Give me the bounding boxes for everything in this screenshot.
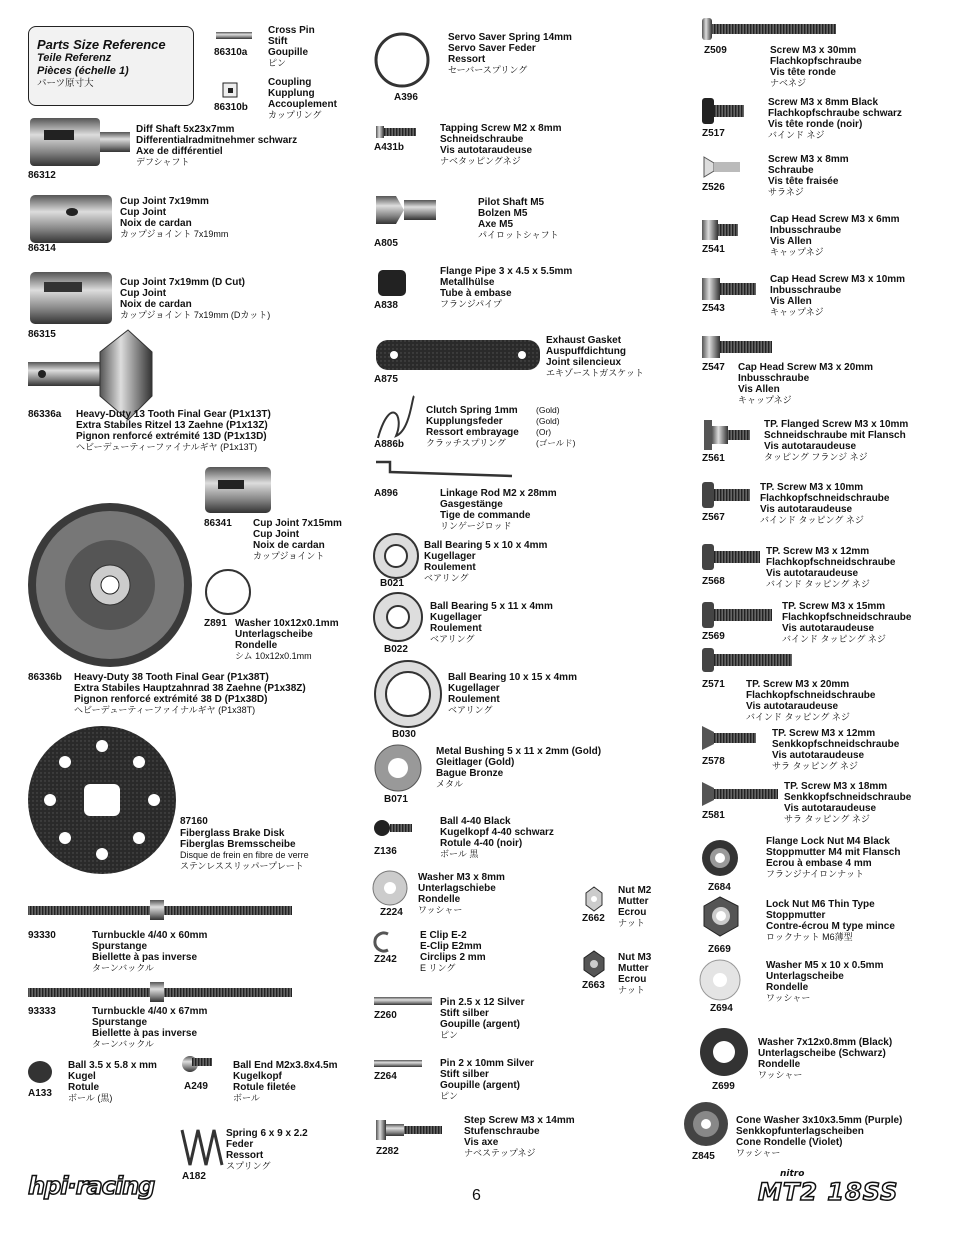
part-code: B071 bbox=[384, 794, 408, 805]
ball-z136-image bbox=[374, 820, 412, 836]
part-code: Z567 bbox=[702, 512, 725, 523]
part-description: Ball Bearing 5 x 11 x 4mm Kugellager Roulement ベアリング bbox=[430, 601, 553, 644]
reference-title: Parts Size Reference bbox=[37, 37, 166, 52]
part-description: Washer M3 x 8mm Unterlagschiebe Rondelle ワッシャー bbox=[418, 872, 505, 915]
washer-z694-image bbox=[700, 960, 740, 1000]
bearing-b021-image bbox=[374, 534, 418, 578]
part-description: Nut M2 Mutter Ecrou ナット bbox=[618, 885, 652, 928]
part-code: A838 bbox=[374, 300, 398, 311]
part-code: Z242 bbox=[374, 954, 397, 965]
part-description: Pilot Shaft M5 Bolzen M5 Axe M5 パイロットシャフト bbox=[478, 197, 559, 240]
part-description: TP. Screw M3 x 12mm Senkkopfschneidschraube Vis autotaraudeuse サラ タッピング ネジ bbox=[772, 728, 900, 771]
part-code: B021 bbox=[380, 578, 404, 589]
part-description: Cup Joint 7x15mm Cup Joint Noix de cardan カップジョイント bbox=[253, 518, 342, 561]
reference-title-fr: Pièces (échelle 1) bbox=[37, 65, 129, 77]
part-code: Z509 bbox=[704, 45, 727, 56]
part-description: Washer M5 x 10 x 0.5mm Unterlagscheibe Rondelle ワッシャー bbox=[766, 960, 884, 1003]
ball-end-a249-image bbox=[182, 1056, 212, 1072]
part-code: 93333 bbox=[28, 1006, 56, 1017]
linkage-rod-a896-image bbox=[376, 462, 512, 476]
part-code: Z517 bbox=[702, 128, 725, 139]
part-code: 86310b bbox=[214, 102, 248, 113]
step-screw-z282-image bbox=[376, 1120, 442, 1140]
part-code: Z264 bbox=[374, 1071, 397, 1082]
part-description: Washer 10x12x0.1mm Unterlagscheibe Rondelle シム 10x12x0.1mm bbox=[235, 618, 339, 661]
part-description: Screw M3 x 8mm Black Flachkopfschraube schwarz Vis tête ronde (noir) バインド ネジ bbox=[768, 97, 902, 140]
part-code: Z669 bbox=[708, 944, 731, 955]
pinion-gear-86336a-image bbox=[28, 330, 152, 420]
part-description: Exhaust Gasket Auspuffdichtung Joint silencieux エキゾーストガスケット bbox=[546, 335, 644, 378]
part-description: Metal Bushing 5 x 11 x 2mm (Gold) Gleitlager (Gold) Bague Bronze メタル bbox=[436, 746, 602, 789]
part-description: Ball End M2x3.8x4.5m Kugelkopf Rotule filetée ボール bbox=[233, 1060, 338, 1103]
part-code: 86314 bbox=[28, 243, 56, 254]
part-description: Tapping Screw M2 x 8mm Schneidschraube Vis autotaraudeuse ナベタッピングネジ bbox=[440, 123, 562, 166]
part-description: TP. Screw M3 x 12mm Flachkopfschneidschraube Vis autotaraudeuse バインド タッピング ネジ bbox=[766, 546, 896, 589]
part-code: Z571 bbox=[702, 679, 725, 690]
part-code: 86312 bbox=[28, 170, 56, 181]
part-description: Pin 2 x 10mm Silver Stift silber Goupille (argent) ピン bbox=[440, 1058, 534, 1101]
ball-a133-image bbox=[28, 1061, 52, 1083]
part-code: A805 bbox=[374, 238, 398, 249]
color-note: (Gold) (Gold) (Or) (ゴールド) bbox=[536, 405, 576, 448]
part-code: Z694 bbox=[710, 1003, 733, 1014]
cone-washer-z845-image bbox=[684, 1102, 728, 1146]
cap-screw-z541-image bbox=[702, 220, 738, 240]
part-code: A886b bbox=[374, 439, 405, 450]
part-code: Z845 bbox=[692, 1151, 715, 1162]
final-gear-86336b-image bbox=[28, 503, 192, 667]
part-description: Flange Lock Nut M4 Black Stoppmutter M4 mit Flansch Ecrou à embase 4 mm フランジナイロンナット bbox=[766, 836, 901, 879]
part-description: Cup Joint 7x19mm Cup Joint Noix de cardan カップジョイント 7x19mm bbox=[120, 196, 229, 239]
part-code: A875 bbox=[374, 374, 398, 385]
coupling-86310b-image bbox=[223, 83, 237, 97]
part-code: Z699 bbox=[712, 1081, 735, 1092]
servo-saver-spring-a396-image bbox=[376, 34, 428, 86]
cap-screw-z543-image bbox=[702, 278, 756, 300]
part-code: 86336a bbox=[28, 409, 62, 420]
page-number: 6 bbox=[472, 1187, 481, 1204]
flanged-screw-z561-image bbox=[704, 420, 750, 450]
part-description: Servo Saver Spring 14mm Servo Saver Feder Ressort セーバースプリング bbox=[448, 32, 572, 75]
part-description: Screw M3 x 8mm Schraube Vis tête fraisée サラネジ bbox=[768, 154, 849, 197]
part-code: B030 bbox=[392, 729, 416, 740]
part-code: B022 bbox=[384, 644, 408, 655]
turnbuckle-93330-image bbox=[28, 900, 292, 920]
part-code: Z526 bbox=[702, 182, 725, 193]
part-description: Cap Head Screw M3 x 20mm Inbusschraube Vis Allen キャップネジ bbox=[738, 362, 874, 405]
tp-screw-z567-image bbox=[702, 482, 750, 508]
tp-screw-z571-image bbox=[702, 648, 792, 672]
part-code: Z581 bbox=[702, 810, 725, 821]
pin-z260-image bbox=[374, 997, 432, 1005]
part-code: Z578 bbox=[702, 756, 725, 767]
part-description: Cup Joint 7x19mm (D Cut) Cup Joint Noix de cardan カップジョイント 7x19mm (Dカット) bbox=[120, 277, 271, 320]
part-code: Z136 bbox=[374, 846, 397, 857]
part-description: TP. Screw M3 x 10mm Flachkopfschneidschraube Vis autotaraudeuse バインド タッピング ネジ bbox=[760, 482, 890, 525]
exhaust-gasket-a875-image bbox=[376, 340, 540, 370]
cup-joint-86314-image bbox=[30, 195, 112, 243]
spring-a182-image bbox=[182, 1130, 222, 1165]
part-code: Z260 bbox=[374, 1010, 397, 1021]
part-code: Z663 bbox=[582, 980, 605, 991]
part-description: Fiberglass Brake Disk Fiberglas Bremsscheibe Disque de frein en fibre de verre ステンレススリッパープレート bbox=[180, 828, 309, 871]
bearing-b030-image bbox=[375, 661, 441, 727]
part-code: 86336b bbox=[28, 672, 62, 683]
part-code: Z662 bbox=[582, 913, 605, 924]
part-code: 86341 bbox=[204, 518, 232, 529]
part-description: Lock Nut M6 Thin Type Stoppmutter Contre-écrou M type mince ロックナット M6薄型 bbox=[766, 899, 895, 942]
nut-z662-image bbox=[586, 887, 602, 911]
e-clip-z242-image bbox=[375, 933, 388, 951]
part-code: Z569 bbox=[702, 631, 725, 642]
turnbuckle-93333-image bbox=[28, 982, 292, 1002]
reference-title-jp: パーツ原寸大 bbox=[37, 78, 94, 89]
part-code: Z282 bbox=[376, 1146, 399, 1157]
screw-z509-image bbox=[702, 18, 836, 40]
mt2-18ss-logo: nitro MT2 18SS bbox=[758, 1169, 899, 1206]
cup-joint-86341-image bbox=[205, 467, 271, 513]
part-code: 86310a bbox=[214, 47, 248, 58]
part-description: Ball Bearing 10 x 15 x 4mm Kugellager Roulement ベアリング bbox=[448, 672, 577, 715]
part-description: Cone Washer 3x10x3.5mm (Purple) Senkkopfunterlagscheiben Cone Rondelle (Violet) ワッシャー bbox=[736, 1115, 903, 1158]
part-description: Linkage Rod M2 x 28mm Gasgestänge Tige de commande リンゲージロッド bbox=[440, 488, 557, 531]
pilot-shaft-a805-image bbox=[376, 196, 436, 224]
part-code: 93330 bbox=[28, 930, 56, 941]
part-description: Ball 3.5 x 5.8 x mm Kugel Rotule ボール (黒) bbox=[68, 1060, 157, 1103]
lock-nut-z669-image bbox=[704, 897, 738, 936]
nut-z663-image bbox=[584, 951, 604, 977]
part-code: A896 bbox=[374, 488, 398, 499]
brake-disk-87160-image bbox=[28, 726, 176, 874]
diff-shaft-86312-image bbox=[30, 118, 130, 166]
part-description: Coupling Kupplung Accouplement カップリング bbox=[268, 77, 337, 120]
part-code: Z543 bbox=[702, 303, 725, 314]
tp-screw-z578-image bbox=[702, 726, 756, 750]
part-description: Washer 7x12x0.8mm (Black) Unterlagscheibe (Schwarz) Rondelle ワッシャー bbox=[758, 1037, 893, 1080]
part-description: Cross Pin Stift Goupille ピン bbox=[268, 25, 315, 68]
part-description: Ball 4-40 Black Kugelkopf 4-40 schwarz Rotule 4-40 (noir) ボール 黒 bbox=[440, 816, 554, 859]
clutch-spring-a886b-image bbox=[378, 396, 414, 438]
part-description: Flange Pipe 3 x 4.5 x 5.5mm Metallhülse Tube à embase フランジパイプ bbox=[440, 266, 573, 309]
flange-pipe-a838-image bbox=[378, 270, 406, 296]
tp-screw-z581-image bbox=[702, 782, 778, 806]
part-description: Nut M3 Mutter Ecrou ナット bbox=[618, 952, 652, 995]
washer-z224-image bbox=[373, 871, 407, 905]
part-description: TP. Screw M3 x 18mm Senkkopfschneidschraube Vis autotaraudeuse サラ タッピング ネジ bbox=[784, 781, 912, 824]
part-description: Turnbuckle 4/40 x 60mm Spurstange Biellette à pas inverse ターンバックル bbox=[92, 930, 208, 973]
part-code: A396 bbox=[394, 92, 418, 103]
part-description: Diff Shaft 5x23x7mm Differentialradmitnehmer schwarz Axe de différentiel デフシャフト bbox=[136, 124, 298, 167]
part-description: Screw M3 x 30mm Flachkopfschraube Vis tête ronde ナベネジ bbox=[770, 45, 862, 88]
cross-pin-86310a-image bbox=[216, 32, 252, 39]
tp-screw-z568-image bbox=[702, 544, 760, 570]
part-code: Z561 bbox=[702, 453, 725, 464]
part-code: Z568 bbox=[702, 576, 725, 587]
part-code: Z224 bbox=[380, 907, 403, 918]
hpi-racing-logo: hpi·racing bbox=[28, 1172, 155, 1200]
tp-screw-z569-image bbox=[702, 602, 772, 628]
washer-z699-image bbox=[700, 1028, 748, 1076]
part-code: A133 bbox=[28, 1088, 52, 1099]
cup-joint-86315-image bbox=[30, 272, 112, 324]
part-code: A249 bbox=[184, 1081, 208, 1092]
screw-z526-image bbox=[704, 157, 740, 177]
shim-z891-image bbox=[206, 570, 250, 614]
part-description: Heavy-Duty 13 Tooth Final Gear (P1x13T) Extra Stabiles Ritzel 13 Zaehne (P1x13Z) Pignon renforcé extrémité 13D (P1x13D) ヘビーデューティーファイナルギヤ (P1x13T) bbox=[76, 409, 271, 452]
part-description: Clutch Spring 1mm Kupplungsfeder Ressort embrayage クラッチスプリング bbox=[426, 405, 519, 448]
lock-nut-z684-image bbox=[702, 840, 738, 876]
part-code: Z891 bbox=[204, 618, 227, 629]
part-description: E Clip E-2 E-Clip E2mm Circlips 2 mm E リング bbox=[420, 930, 486, 973]
screw-z517-image bbox=[702, 98, 744, 124]
part-description: Heavy-Duty 38 Tooth Final Gear (P1x38T) Extra Stabiles Hauptzahnrad 38 Zaehne (P1x38Z) Pignon renforcé extrémité 38 D (P1x38D) ヘビーデューティーファイナルギヤ (P1x38T) bbox=[74, 672, 306, 715]
part-code: 86315 bbox=[28, 329, 56, 340]
part-description: Step Screw M3 x 14mm Stufenschraube Vis axe ナベステップネジ bbox=[464, 1115, 575, 1158]
pin-z264-image bbox=[374, 1060, 422, 1067]
part-description: TP. Flanged Screw M3 x 10mm Schneidschraube mit Flansch Vis autotaraudeuse タッピング フランジ ネジ bbox=[764, 419, 909, 462]
reference-title-de: Teile Referenz bbox=[37, 52, 112, 64]
part-code: A182 bbox=[182, 1171, 206, 1182]
part-description: TP. Screw M3 x 15mm Flachkopfschneidschraube Vis autotaraudeuse バインド タッピング ネジ bbox=[782, 601, 912, 644]
part-description: Spring 6 x 9 x 2.2 Feder Ressort スプリング bbox=[226, 1128, 308, 1171]
part-code: A431b bbox=[374, 142, 405, 153]
metal-bushing-b071-image bbox=[375, 745, 421, 791]
part-description: Turnbuckle 4/40 x 67mm Spurstange Biellette à pas inverse ターンバックル bbox=[92, 1006, 208, 1049]
tapping-screw-a431b-image bbox=[376, 126, 416, 138]
part-description: Ball Bearing 5 x 10 x 4mm Kugellager Roulement ベアリング bbox=[424, 540, 548, 583]
part-code: Z684 bbox=[708, 882, 731, 893]
part-description: Cap Head Screw M3 x 10mm Inbusschraube Vis Allen キャップネジ bbox=[770, 274, 906, 317]
part-description: Pin 2.5 x 12 Silver Stift silber Goupille (argent) ピン bbox=[440, 997, 525, 1040]
part-code: 87160 bbox=[180, 816, 208, 827]
bearing-b022-image bbox=[374, 593, 422, 641]
part-description: Cap Head Screw M3 x 6mm Inbusschraube Vis Allen キャップネジ bbox=[770, 214, 900, 257]
part-description: TP. Screw M3 x 20mm Flachkopfschneidschraube Vis autotaraudeuse バインド タッピング ネジ bbox=[746, 679, 876, 722]
part-code: Z547 bbox=[702, 362, 725, 373]
part-code: Z541 bbox=[702, 244, 725, 255]
cap-screw-z547-image bbox=[702, 336, 772, 358]
